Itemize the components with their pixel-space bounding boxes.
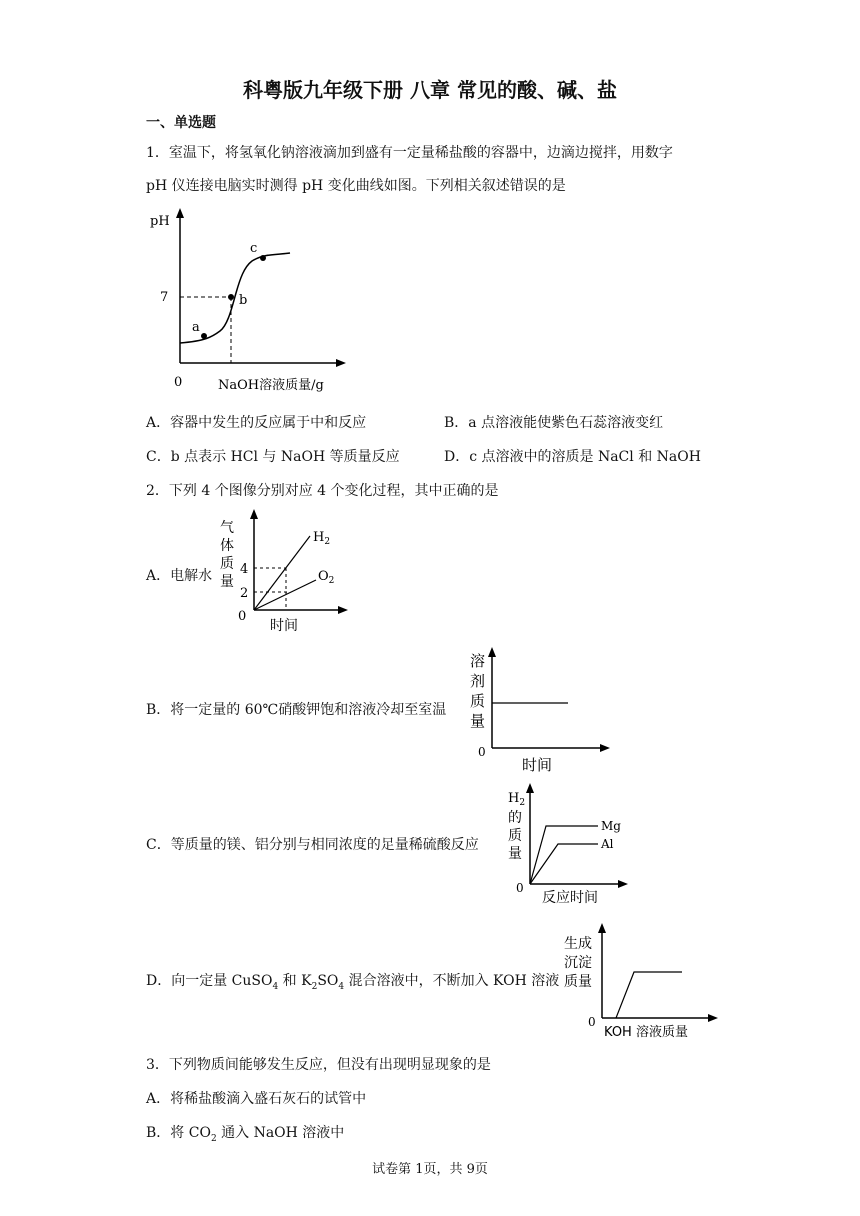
point-c [260, 255, 266, 261]
q3-stem: 3．下列物质间能够发生反应，但没有出现明显现象的是 [146, 1057, 491, 1073]
point-b [228, 294, 234, 300]
ylabel-h2: $H_2$ [508, 791, 526, 808]
q2a-electrolysis-chart [212, 508, 352, 636]
ylabel-char: 剂 [470, 672, 486, 690]
q2-option-c: C．等质量的镁、铝分别与相同浓度的足量稀硫酸反应 [146, 837, 479, 853]
label-c: c [250, 241, 258, 256]
ylabel-char: 质 [508, 828, 522, 844]
q1-stem-line2: pH 仪连接电脑实时测得 pH 变化曲线如图。下列相关叙述错误的是 [146, 178, 566, 194]
q1-option-a: A．容器中发生的反应属于中和反应 [146, 415, 367, 431]
q2-stem: 2．下列 4 个图像分别对应 4 个变化过程，其中正确的是 [146, 483, 499, 499]
origin-label: 0 [516, 881, 524, 895]
ph-7-label: 7 [160, 290, 169, 305]
q1-option-c: C．b 点表示 HCl 与 NaOH 等质量反应 [146, 449, 400, 465]
origin-label: 0 [238, 609, 247, 624]
x-axis-label: 时间 [270, 618, 298, 634]
section-heading: 一、单选题 [146, 115, 216, 131]
q2-option-b: B．将一定量的 60℃硝酸钾饱和溶液冷却至室温 [146, 702, 447, 718]
origin-label: 0 [478, 745, 486, 759]
ylabel-char: 质 [470, 692, 486, 710]
x-axis-label: KOH 溶液质量 [604, 1025, 688, 1040]
page-footer: 试卷第 1页，共 9页 [372, 1162, 488, 1177]
y-tick-4: 4 [240, 562, 249, 577]
ylabel-char: 量 [470, 712, 486, 730]
label-a: a [192, 320, 200, 335]
q3-option-b: B．将 $CO_2$ 通入 NaOH 溶液中 [146, 1125, 345, 1144]
page-title: 科粤版九年级下册 八章 常见的酸、碱、盐 [243, 78, 617, 102]
ylabel-char: 的 [508, 810, 522, 826]
q2b-solvent-chart [464, 644, 614, 774]
ylabel-char: 体 [220, 538, 234, 554]
series-h2-label: $H_2$ [313, 530, 331, 547]
ylabel-char: 量 [220, 574, 234, 590]
label-b: b [239, 293, 248, 308]
ylabel-char: 气 [220, 520, 234, 536]
q2d-precipitate-chart [562, 920, 722, 1046]
ph-axis-label: pH [150, 214, 170, 229]
q1-option-b: B．a 点溶液能使紫色石蕊溶液变红 [444, 415, 664, 431]
q1-option-d: D．c 点溶液中的溶质是 NaCl 和 NaOH [444, 449, 701, 465]
naoh-axis-label: NaOH溶液质量/g [218, 378, 324, 393]
ylabel-char: 溶 [470, 652, 486, 670]
q2-option-a: A．电解水 [146, 568, 213, 584]
y-tick-2: 2 [240, 586, 249, 601]
origin-label: 0 [588, 1015, 596, 1029]
ylabel-text: 质量 [564, 974, 592, 990]
ylabel-text: 生成 [564, 936, 592, 952]
ylabel-char: 质 [220, 556, 234, 572]
series-mg-label: Mg [601, 819, 621, 833]
origin-label: 0 [174, 375, 183, 390]
series-al-label: Al [601, 837, 614, 851]
ylabel-char: 量 [508, 846, 522, 862]
ylabel-text: 沉淀 [564, 955, 592, 971]
q2-option-d: D．向一定量 CuSO$_4$ 和 $K_2SO_4$ 混合溶液中，不断加入 KOH 溶液 [146, 973, 560, 992]
q2c-hydrogen-chart [504, 782, 634, 908]
x-axis-label: 反应时间 [542, 890, 598, 906]
series-o2-label: $O_2$ [318, 569, 335, 586]
x-axis-label: 时间 [522, 756, 553, 774]
point-a [201, 333, 207, 339]
q3-option-a: A．将稀盐酸滴入盛石灰石的试管中 [146, 1091, 367, 1107]
q1-stem-line1: 1．室温下，将氢氧化钠溶液滴加到盛有一定量稀盐酸的容器中，边滴边搅拌，用数字 [146, 145, 673, 161]
q1-ph-chart [140, 205, 370, 397]
